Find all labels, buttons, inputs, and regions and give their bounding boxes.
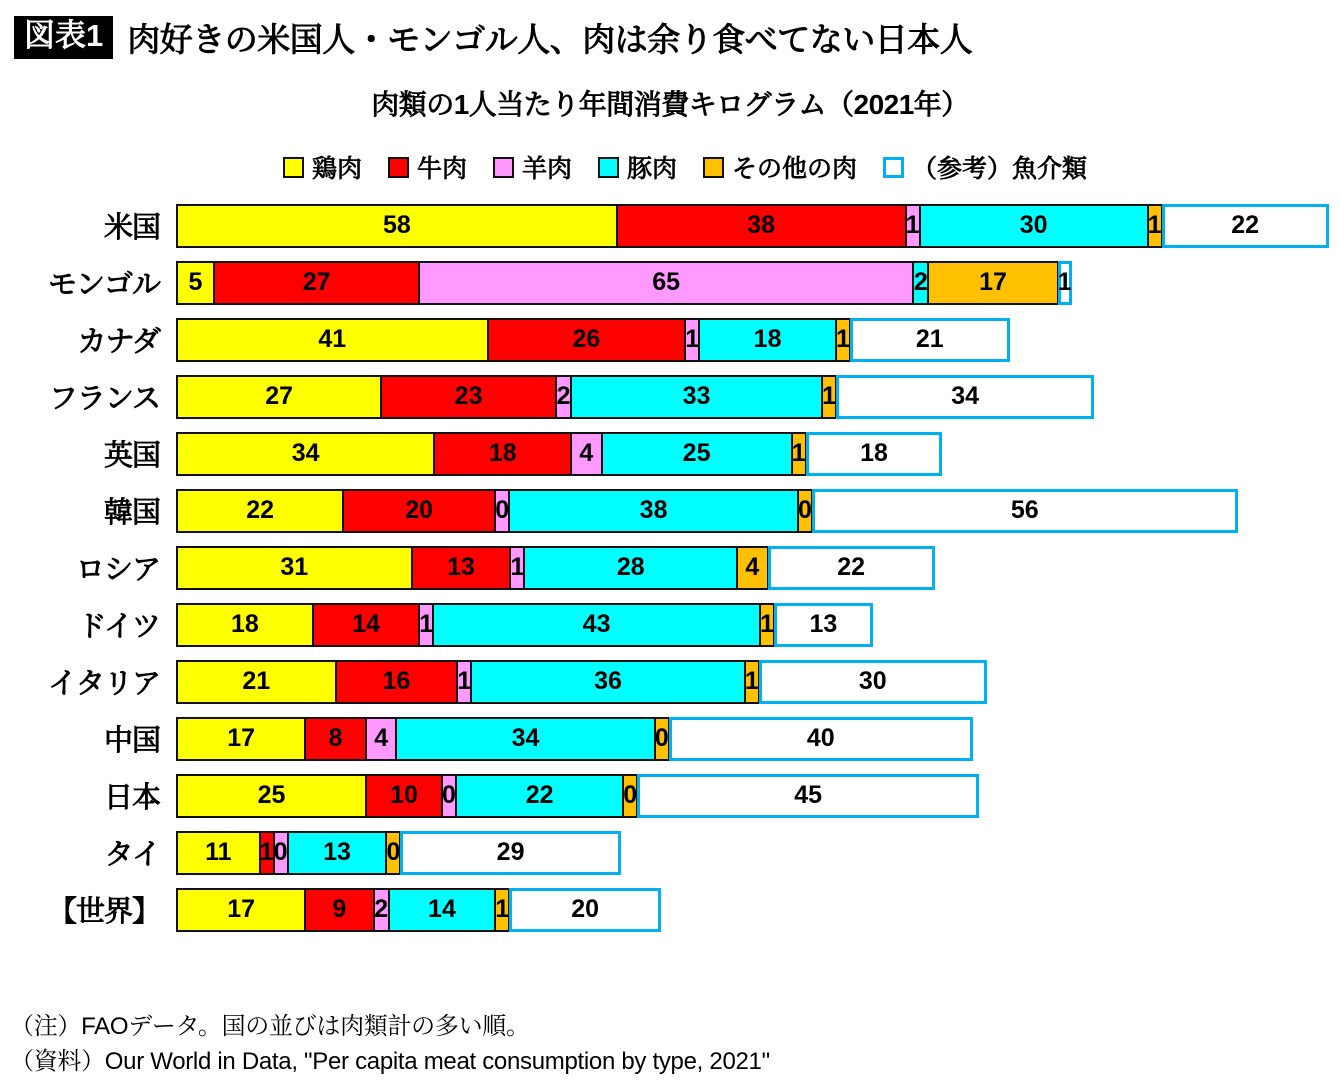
bar-value-label: 13 <box>809 610 838 638</box>
bar-segment <box>524 546 737 590</box>
bar-value-label: 5 <box>188 268 203 296</box>
bar-segment <box>176 660 336 704</box>
bar-group <box>176 717 973 761</box>
bar-segment <box>176 261 214 305</box>
note-line-1: （注）FAOデータ。国の並びは肉類計の多い順。 <box>10 1013 530 1041</box>
legend-label: 豚肉 <box>627 155 678 183</box>
bar-value-label: 20 <box>571 895 600 923</box>
chart-legend <box>0 149 1340 185</box>
bar-segment <box>623 774 637 818</box>
legend-swatch-icon <box>703 157 724 178</box>
bar-segment <box>1058 261 1072 305</box>
bar-value-label: 1 <box>259 838 274 866</box>
bar-value-label: 1 <box>495 895 510 923</box>
bar-group <box>176 261 1072 305</box>
bar-segment <box>510 546 524 590</box>
chart-row <box>0 824 1340 881</box>
bar-value-label: 18 <box>230 610 259 638</box>
legend-swatch-icon <box>883 157 904 178</box>
bar-segment <box>798 489 812 533</box>
bar-segment <box>176 204 617 248</box>
bar-value-label: 30 <box>858 667 887 695</box>
bar-value-label: 21 <box>242 667 271 695</box>
chart-title: 肉類の1人当たり年間消費キログラム（2021年） <box>371 89 969 120</box>
legend-label: 鶏肉 <box>311 155 362 183</box>
bar-segment <box>274 831 288 875</box>
stacked-bar-chart <box>0 197 1340 938</box>
bar-value-label: 20 <box>405 496 434 524</box>
bar-segment <box>442 774 456 818</box>
bar-group <box>176 603 873 647</box>
category-label: イタリア <box>47 668 160 700</box>
bar-value-label: 22 <box>525 781 554 809</box>
legend-label: その他の肉 <box>732 155 858 183</box>
bar-value-label: 16 <box>382 667 411 695</box>
bar-value-label: 23 <box>454 382 483 410</box>
bar-value-label: 1 <box>419 610 434 638</box>
category-label: 【世界】 <box>47 896 160 928</box>
bar-value-label: 1 <box>1057 268 1072 296</box>
legend-label: 羊肉 <box>521 155 572 183</box>
bar-segment <box>637 774 979 818</box>
category-label: ドイツ <box>77 611 160 643</box>
legend-item <box>283 149 362 185</box>
bar-value-label: 2 <box>556 382 571 410</box>
bar-segment <box>471 660 745 704</box>
bar-group <box>176 774 979 818</box>
bar-segment <box>419 261 913 305</box>
bar-segment <box>457 660 471 704</box>
bar-group <box>176 546 935 590</box>
bar-value-label: 28 <box>616 553 645 581</box>
bar-value-label: 11 <box>205 838 232 866</box>
bar-segment <box>488 318 686 362</box>
bar-value-label: 65 <box>652 268 681 296</box>
bar-segment <box>774 603 873 647</box>
bar-segment <box>760 603 774 647</box>
chart-row <box>0 254 1340 311</box>
bar-segment <box>768 546 935 590</box>
legend-item <box>598 149 677 185</box>
bar-value-label: 1 <box>822 382 836 410</box>
bar-segment <box>176 432 434 476</box>
category-label: 英国 <box>103 440 160 472</box>
bar-segment <box>792 432 806 476</box>
bar-segment <box>433 603 760 647</box>
bar-segment <box>305 888 373 932</box>
bar-value-label: 0 <box>654 724 669 752</box>
bar-segment <box>806 432 943 476</box>
category-label: モンゴル <box>47 269 160 301</box>
bar-value-label: 34 <box>951 382 980 410</box>
legend-swatch-icon <box>493 157 514 178</box>
chart-row <box>0 767 1340 824</box>
bar-segment <box>913 261 928 305</box>
category-label: ロシア <box>75 554 160 586</box>
legend-swatch-icon <box>598 157 619 178</box>
bar-segment <box>602 432 792 476</box>
bar-segment <box>495 888 509 932</box>
bar-value-label: 22 <box>1231 211 1260 239</box>
bar-group <box>176 489 1238 533</box>
bar-value-label: 40 <box>806 724 835 752</box>
bar-segment <box>176 318 488 362</box>
bar-segment <box>928 261 1057 305</box>
bar-segment <box>412 546 511 590</box>
bar-segment <box>386 831 400 875</box>
bar-segment <box>699 318 836 362</box>
bar-value-label: 4 <box>579 439 594 467</box>
bar-segment <box>214 261 419 305</box>
bar-value-label: 30 <box>1019 211 1048 239</box>
bar-segment <box>396 717 654 761</box>
bar-group <box>176 432 942 476</box>
bar-value-label: 1 <box>836 325 850 353</box>
bar-segment <box>571 432 601 476</box>
bar-value-label: 1 <box>744 667 759 695</box>
bar-segment <box>176 375 381 419</box>
bar-value-label: 31 <box>280 553 309 581</box>
legend-item <box>388 149 467 185</box>
bar-value-label: 1 <box>905 211 920 239</box>
category-label: フランス <box>48 383 160 415</box>
bar-value-label: 17 <box>979 268 1007 296</box>
bar-group <box>176 831 621 875</box>
bar-value-label: 27 <box>302 268 331 296</box>
legend-label: 牛肉 <box>416 155 467 183</box>
bar-segment <box>822 375 836 419</box>
bar-value-label: 1 <box>1147 211 1162 239</box>
legend-item <box>493 149 572 185</box>
bar-segment <box>176 546 412 590</box>
bar-segment <box>343 489 495 533</box>
category-label: 米国 <box>103 212 160 244</box>
bar-group <box>176 318 1010 362</box>
header <box>0 0 1340 61</box>
bar-value-label: 1 <box>685 325 700 353</box>
chart-row <box>0 539 1340 596</box>
bar-group <box>176 204 1329 248</box>
bar-value-label: 26 <box>572 325 601 353</box>
bar-segment <box>920 204 1148 248</box>
bar-segment <box>381 375 556 419</box>
bar-value-label: 0 <box>386 838 401 866</box>
category-label: 日本 <box>103 782 160 814</box>
bar-segment <box>655 717 669 761</box>
bar-segment <box>836 375 1094 419</box>
chart-row <box>0 653 1340 710</box>
bar-segment <box>456 774 623 818</box>
chart-row <box>0 596 1340 653</box>
bar-segment <box>509 489 798 533</box>
bar-value-label: 45 <box>794 781 823 809</box>
bar-segment <box>509 888 661 932</box>
bar-value-label: 14 <box>428 895 456 923</box>
bar-value-label: 1 <box>791 439 806 467</box>
bar-value-label: 34 <box>291 439 320 467</box>
bar-value-label: 58 <box>382 211 411 239</box>
bar-value-label: 14 <box>352 610 380 638</box>
bar-value-label: 17 <box>227 724 255 752</box>
bar-segment <box>495 489 509 533</box>
bar-group <box>176 375 1094 419</box>
chart-notes <box>10 1010 770 1080</box>
bar-segment <box>617 204 906 248</box>
bar-value-label: 22 <box>246 496 274 524</box>
bar-value-label: 0 <box>442 781 456 809</box>
bar-value-label: 38 <box>747 211 776 239</box>
bar-segment <box>812 489 1238 533</box>
legend-swatch-icon <box>388 157 409 178</box>
bar-segment <box>400 831 620 875</box>
bar-value-label: 36 <box>594 667 622 695</box>
chart-row <box>0 482 1340 539</box>
bar-segment <box>669 717 973 761</box>
bar-value-label: 41 <box>318 325 347 353</box>
bar-value-label: 29 <box>496 838 525 866</box>
bar-segment <box>1148 204 1162 248</box>
bar-segment <box>176 831 260 875</box>
bar-value-label: 18 <box>753 325 782 353</box>
chart-row <box>0 197 1340 254</box>
bar-value-label: 25 <box>257 781 286 809</box>
legend-item <box>883 149 1087 185</box>
bar-value-label: 21 <box>915 325 944 353</box>
category-label: 中国 <box>103 725 160 757</box>
bar-segment <box>305 717 366 761</box>
legend-item <box>703 149 857 185</box>
bar-value-label: 22 <box>837 553 866 581</box>
chart-row <box>0 881 1340 938</box>
bar-value-label: 38 <box>639 496 668 524</box>
bar-segment <box>176 489 343 533</box>
bar-segment <box>176 717 305 761</box>
bar-value-label: 1 <box>510 553 525 581</box>
chart-row <box>0 425 1340 482</box>
legend-swatch-icon <box>283 157 304 178</box>
bar-value-label: 1 <box>457 667 472 695</box>
bar-value-label: 10 <box>390 781 418 809</box>
category-label: タイ <box>104 839 160 871</box>
bar-value-label: 18 <box>488 439 517 467</box>
bar-value-label: 2 <box>913 268 928 296</box>
bar-group <box>176 660 987 704</box>
bar-group <box>176 888 661 932</box>
bar-value-label: 13 <box>323 838 351 866</box>
bar-value-label: 43 <box>582 610 611 638</box>
figure-badge: 図表1 <box>14 16 113 58</box>
bar-segment <box>836 318 850 362</box>
chart-row <box>0 311 1340 368</box>
bar-segment <box>685 318 699 362</box>
bar-value-label: 0 <box>798 496 812 524</box>
bar-value-label: 25 <box>682 439 711 467</box>
bar-value-label: 4 <box>374 724 389 752</box>
bar-segment <box>366 774 442 818</box>
bar-value-label: 33 <box>682 382 711 410</box>
bar-segment <box>176 888 305 932</box>
bar-segment <box>389 888 495 932</box>
bar-value-label: 13 <box>447 553 475 581</box>
bar-segment <box>288 831 387 875</box>
note-line-2: （資料）Our World in Data, "Per capita meat consumption by type, 2021" <box>10 1048 770 1076</box>
bar-value-label: 0 <box>495 496 510 524</box>
bar-segment <box>745 660 759 704</box>
bar-segment <box>366 717 396 761</box>
bar-segment <box>434 432 571 476</box>
bar-segment <box>260 831 274 875</box>
bar-value-label: 17 <box>227 895 255 923</box>
bar-segment <box>571 375 822 419</box>
bar-value-label: 18 <box>860 439 888 467</box>
bar-value-label: 2 <box>374 895 389 923</box>
bar-value-label: 9 <box>332 895 347 923</box>
bar-segment <box>176 603 313 647</box>
bar-segment <box>556 375 571 419</box>
category-label: 韓国 <box>103 497 160 529</box>
chart-row <box>0 368 1340 425</box>
bar-segment <box>906 204 920 248</box>
bar-segment <box>176 774 366 818</box>
bar-segment <box>336 660 458 704</box>
category-label: カナダ <box>77 326 160 358</box>
legend-label: （参考）魚介類 <box>912 155 1088 183</box>
bar-segment <box>737 546 767 590</box>
bar-segment <box>759 660 987 704</box>
chart-row <box>0 710 1340 767</box>
bar-value-label: 56 <box>1010 496 1039 524</box>
bar-value-label: 27 <box>265 382 293 410</box>
bar-segment <box>850 318 1010 362</box>
bar-value-label: 1 <box>760 610 774 638</box>
bar-value-label: 0 <box>273 838 288 866</box>
bar-segment <box>419 603 433 647</box>
page-title: 肉好きの米国人・モンゴル人、肉は余り食べてない日本人 <box>127 21 973 58</box>
bar-value-label: 0 <box>623 781 638 809</box>
bar-segment <box>374 888 389 932</box>
bar-value-label: 4 <box>745 553 760 581</box>
bar-segment <box>1162 204 1329 248</box>
bar-segment <box>313 603 419 647</box>
bar-value-label: 8 <box>328 724 343 752</box>
bar-value-label: 34 <box>511 724 540 752</box>
